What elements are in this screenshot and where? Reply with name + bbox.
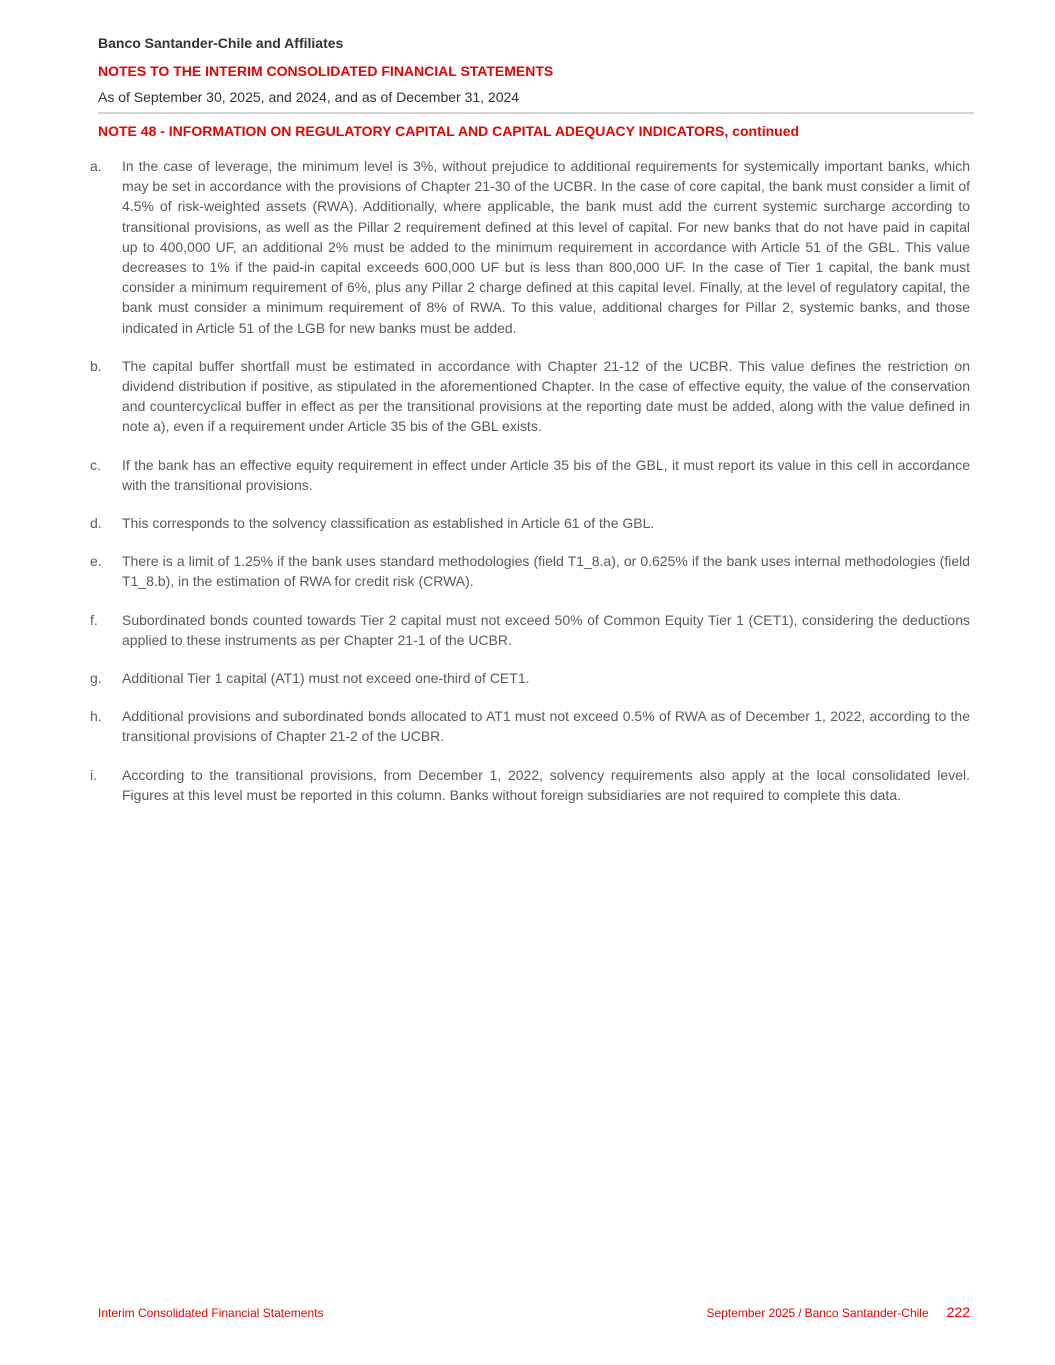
list-item [88,765,970,805]
reporting-period: As of September 30, 2025, and 2024, and as of December 31, 2024 [98,89,520,105]
list-item [88,610,970,650]
footer-document-name: Interim Consolidated Financial Statements [98,1306,324,1320]
note-text: According to the transitional provisions, from December 1, 2022, solvency requirements also apply at the local consolidated level. Figures at this level must be reported in this column. Banks without foreign subsidiaries are not required to complete this data. [122,766,970,803]
list-item [88,551,970,591]
note-text: The capital buffer shortfall must be estimated in accordance with Chapter 21-12 of the UCBR. This value defines the restriction on dividend distribution if positive, as stipulated in the aforementioned Chapter. In the case of effective equity, the value of the conservation and countercyclical buffer in effect as per the transitional provisions at the reporting date must be added, along with the value defined in note a), even if a requirement under Article 35 bis of the GBL exists. [122,357,970,435]
note-letter: i. [90,766,97,783]
notes-list [88,156,970,823]
note-text: Additional Tier 1 capital (AT1) must not exceed one-third of CET1. [122,670,530,687]
note-letter: f. [90,611,98,628]
note-text: This corresponds to the solvency classification as established in Article 61 of the GBL. [122,515,655,532]
note-letter: c. [90,456,101,473]
note-letter: d. [90,515,102,532]
note-letter: h. [90,708,102,725]
note-text: There is a limit of 1.25% if the bank uses standard methodologies (field T1_8.a), or 0.625% if the bank uses internal methodologies (field T1_8.b), in the estimation of RWA for credit risk (CRWA). [122,553,970,590]
page-footer [98,1304,970,1322]
note-letter: a. [90,158,102,174]
note-title: NOTE 48 - INFORMATION ON REGULATORY CAPITAL AND CAPITAL ADEQUACY INDICATORS, continued [98,123,800,139]
list-item [88,706,970,746]
header-divider [98,112,974,114]
note-text: Subordinated bonds counted towards Tier 2 capital must not exceed 50% of Common Equity Tier 1 (CET1), considering the deductions applied to these instruments as per Chapter 21-1 of the UCBR. [122,611,970,648]
note-text: In the case of leverage, the minimum level is 3%, without prejudice to additional requirements for systemically important banks, which may be set in accordance with the provisions of Chapter 21-30 of the UCBR. In the case of core capital, the bank must consider a limit of 4.5% of risk-weighted assets (RWA). Additionally, where applicable, the bank must add the current systemic surcharge according to transitional provisions, as well as the Pillar 2 requirement defined at this level of capital. For new banks that do not have paid in capital up to 400,000 UF, an additional 2% must be added to the minimum requirement in accordance with Article 51 of the GBL. This value decreases to 1% if the paid-in capital exceeds 600,000 UF but is less than 800,000 UF. In the case of Tier 1 capital, the bank must consider a minimum requirement of 6%, plus any Pillar 2 charge defined at this capital level. Finally, at the level of regulatory capital, the bank must consider a minimum requirement of 8% of RWA. To this value, additional charges for Pillar 2, systemic banks, and those indicated in Article 51 of the LGB for new banks must be added. [122,158,970,336]
list-item [88,513,970,533]
note-letter: g. [90,670,102,687]
notes-title: NOTES TO THE INTERIM CONSOLIDATED FINANCIAL STATEMENTS [98,63,554,79]
footer-date: September 2025 [706,1306,796,1320]
company-name: Banco Santander-Chile and Affiliates [98,35,344,51]
list-item [88,668,970,688]
note-text: Additional provisions and subordinated bonds allocated to AT1 must not exceed 0.5% of RWA as of December 1, 2022, according to the transitional provisions of Chapter 21-2 of the UCBR. [122,708,970,745]
list-item [88,156,970,338]
footer-bank-name: Banco Santander-Chile [804,1306,929,1320]
note-letter: b. [90,357,102,374]
list-item [88,356,970,437]
list-item [88,455,970,495]
footer-right [706,1304,970,1320]
footer-separator: / [798,1306,802,1320]
note-text: If the bank has an effective equity requirement in effect under Article 35 bis of the GBL, it must report its value in this cell in accordance with the transitional provisions. [122,456,970,493]
note-letter: e. [90,553,102,570]
page-number: 222 [946,1304,970,1320]
page-header [98,34,974,140]
